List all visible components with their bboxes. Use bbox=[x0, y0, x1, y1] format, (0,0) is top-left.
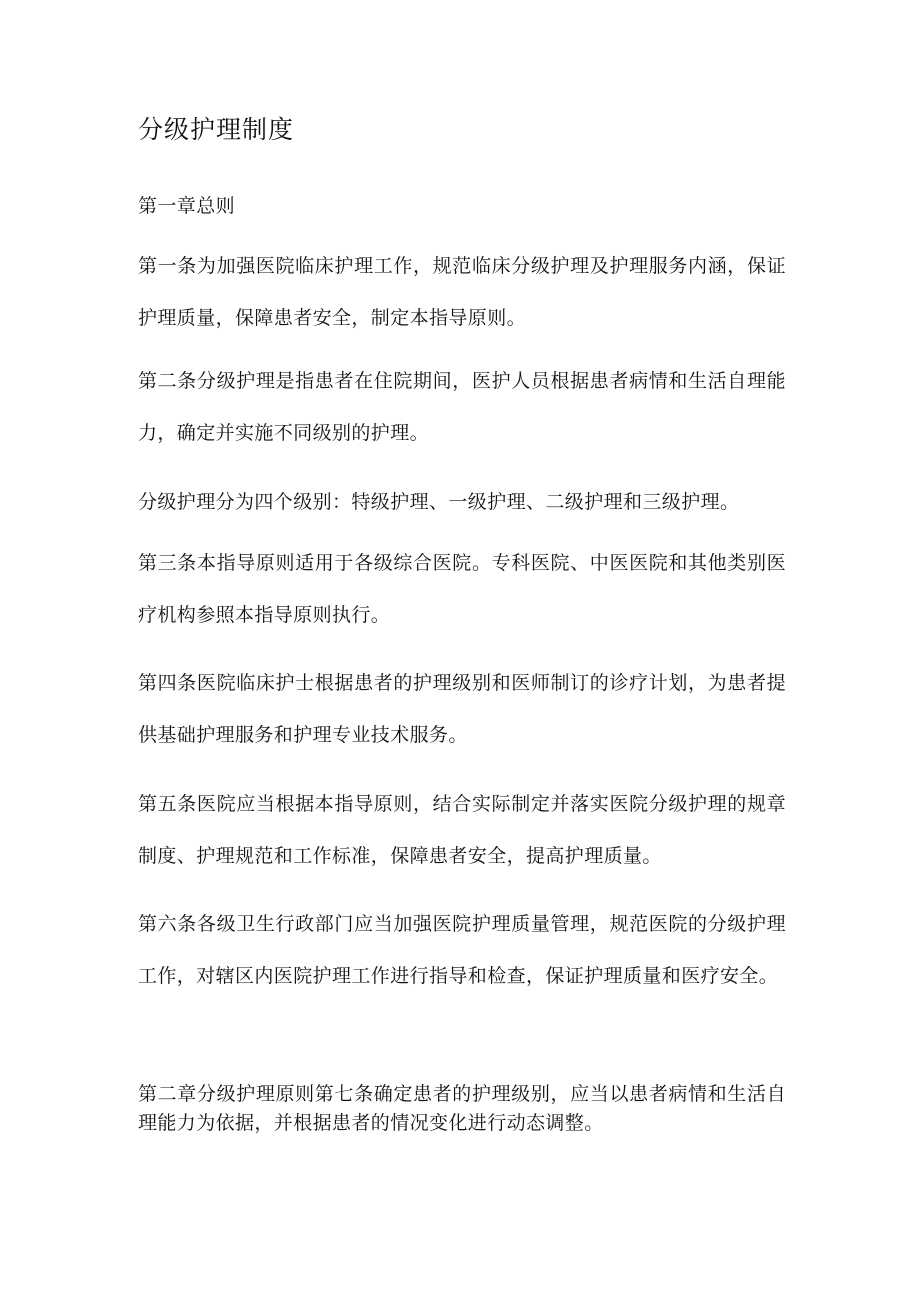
article-2-paragraph: 第二条分级护理是指患者在住院期间，医护人员根据患者病情和生活自理能力，确定并实施不同级别的护理。 bbox=[138, 370, 786, 444]
article-5-paragraph: 第五条医院应当根据本指导原则，结合实际制定并落实医院分级护理的规章制度、护理规范和工作标准，保障患者安全，提高护理质量。 bbox=[138, 793, 786, 867]
care-levels-paragraph: 分级护理分为四个级别：特级护理、一级护理、二级护理和三级护理。 bbox=[138, 491, 740, 513]
document-title: 分级护理制度 bbox=[138, 115, 295, 144]
chapter-1-heading: 第一章总则 bbox=[138, 195, 236, 217]
chapter-2-article-7-paragraph: 第二章分级护理原则第七条确定患者的护理级别，应当以患者病情和生活自理能力为依据，并根据患者的情况变化进行动态调整。 bbox=[138, 1083, 786, 1134]
article-3-paragraph: 第三条本指导原则适用于各级综合医院。专科医院、中医医院和其他类别医疗机构参照本指导原则执行。 bbox=[138, 552, 786, 626]
article-1-paragraph: 第一条为加强医院临床护理工作，规范临床分级护理及护理服务内涵，保证护理质量，保障患者安全，制定本指导原则。 bbox=[138, 255, 786, 329]
article-4-paragraph: 第四条医院临床护士根据患者的护理级别和医师制订的诊疗计划，为患者提供基础护理服务和护理专业技术服务。 bbox=[138, 672, 786, 746]
article-6-paragraph: 第六条各级卫生行政部门应当加强医院护理质量管理，规范医院的分级护理工作，对辖区内医院护理工作进行指导和检查，保证护理质量和医疗安全。 bbox=[138, 913, 786, 987]
